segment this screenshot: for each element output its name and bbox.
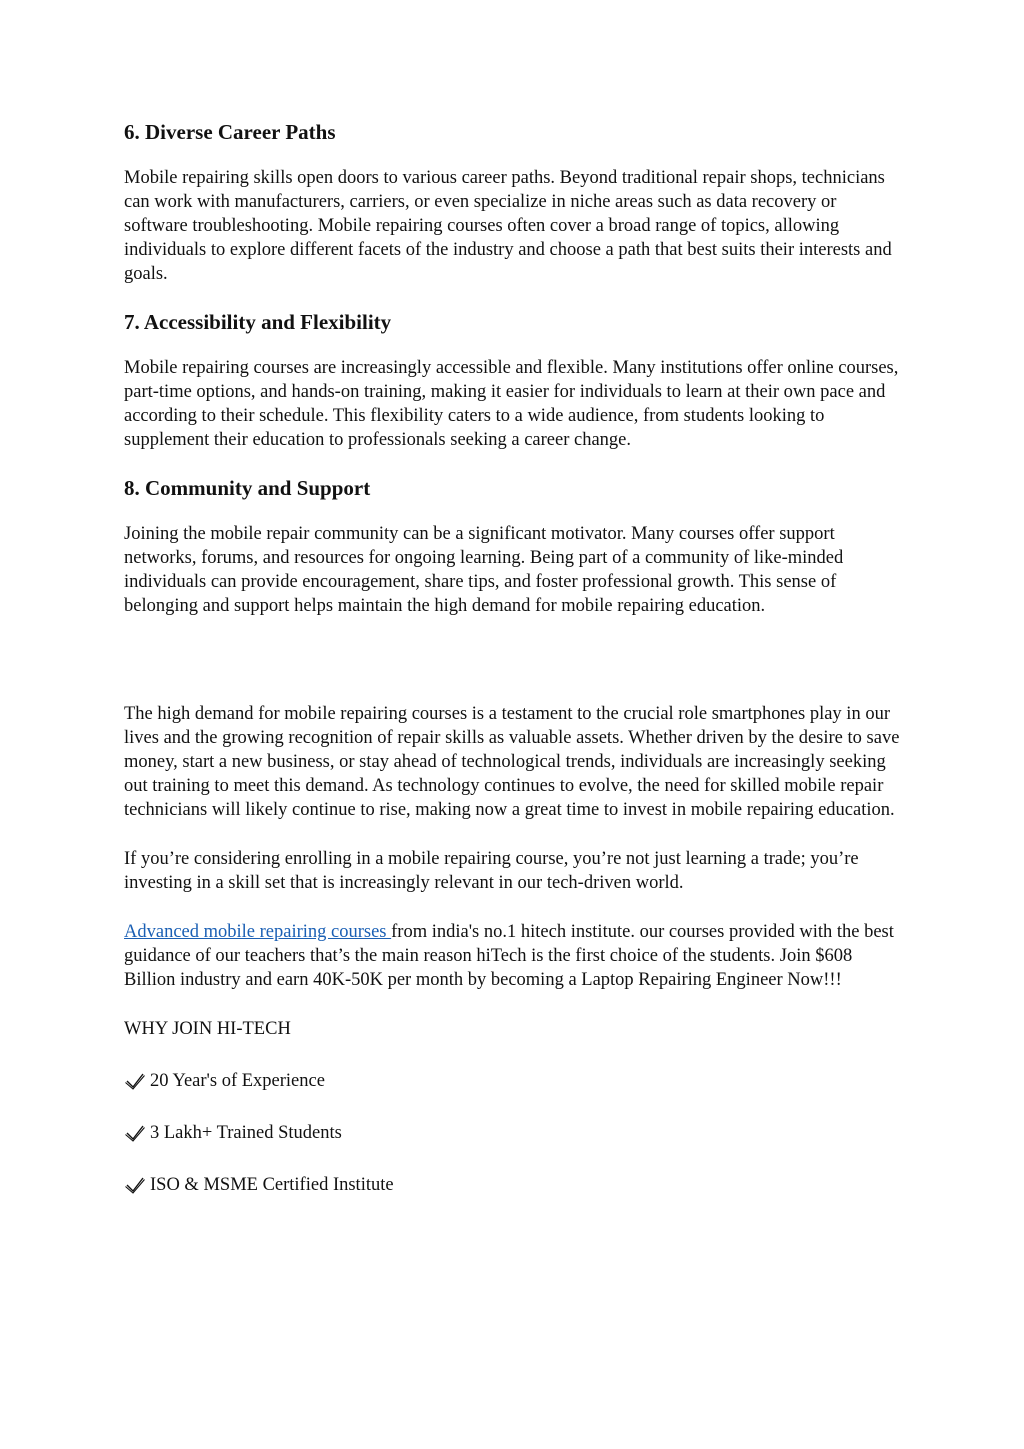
section-career-paths	[124, 118, 904, 286]
section-heading: 6. Diverse Career Paths	[124, 120, 336, 144]
section-community	[124, 474, 904, 618]
promo-paragraph	[124, 920, 904, 992]
list-item-label: 20 Year's of Experience	[150, 1071, 325, 1091]
list-item-label: ISO & MSME Certified Institute	[150, 1175, 394, 1195]
promo-text: from india's no.1 hitech institute. our courses provided with the best guidance of our teachers that’s the main reason hiTech is the first choice of the students. Join $608 Billion industry and earn 40K-50K per month by becoming a Laptop Repairing Engineer Now!!!	[124, 922, 894, 990]
list-item	[124, 1173, 904, 1197]
conclusion-paragraph: The high demand for mobile repairing courses is a testament to the crucial role smartphones play in our lives and the growing recognition of repair skills as valuable assets. Whether driven by the desire to save money, start a new business, or stay ahead of technological trends, individuals are increasingly seeking out training to meet this demand. As technology continues to evolve, the need for skilled mobile repair technicians will likely continue to rise, making now a great time to invest in mobile repairing education.	[124, 704, 900, 820]
checkmark-icon	[124, 1175, 146, 1195]
section-body: Mobile repairing skills open doors to various career paths. Beyond traditional repair shops, technicians can work with manufacturers, carriers, or even specialize in niche areas such as data recovery or software troubleshooting. Mobile repairing courses often cover a broad range of topics, allowing individuals to explore different facets of the industry and choose a path that best suits their interests and goals.	[124, 168, 892, 284]
section-body: Mobile repairing courses are increasingly accessible and flexible. Many institutions offer online courses, part-time options, and hands-on training, making it easier for individuals to learn at their own pace and according to their schedule. This flexibility caters to a wide audience, from students looking to supplement their education to professionals seeking a career change.	[124, 358, 899, 450]
checkmark-icon	[124, 1071, 146, 1091]
section-body: Joining the mobile repair community can be a significant motivator. Many courses offer support networks, forums, and resources for ongoing learning. Being part of a community of like-minded individuals can provide encouragement, share tips, and foster professional growth. This sense of belonging and support helps maintain the high demand for mobile repairing education.	[124, 524, 844, 616]
list-item	[124, 1069, 904, 1093]
section-heading: 7. Accessibility and Flexibility	[124, 310, 392, 334]
list-item	[124, 1121, 904, 1145]
document-page	[124, 118, 904, 1225]
checkmark-icon	[124, 1123, 146, 1143]
enroll-paragraph: If you’re considering enrolling in a mobile repairing course, you’re not just learning a trade; you’re investing in a skill set that is increasingly relevant in our tech-driven world.	[124, 849, 859, 893]
section-accessibility	[124, 308, 904, 452]
list-item-label: 3 Lakh+ Trained Students	[150, 1123, 342, 1143]
section-heading: 8. Community and Support	[124, 476, 371, 500]
why-join-title: WHY JOIN HI-TECH	[124, 1019, 291, 1039]
advanced-courses-link[interactable]: Advanced mobile repairing courses	[124, 922, 392, 942]
spacer	[124, 640, 904, 702]
